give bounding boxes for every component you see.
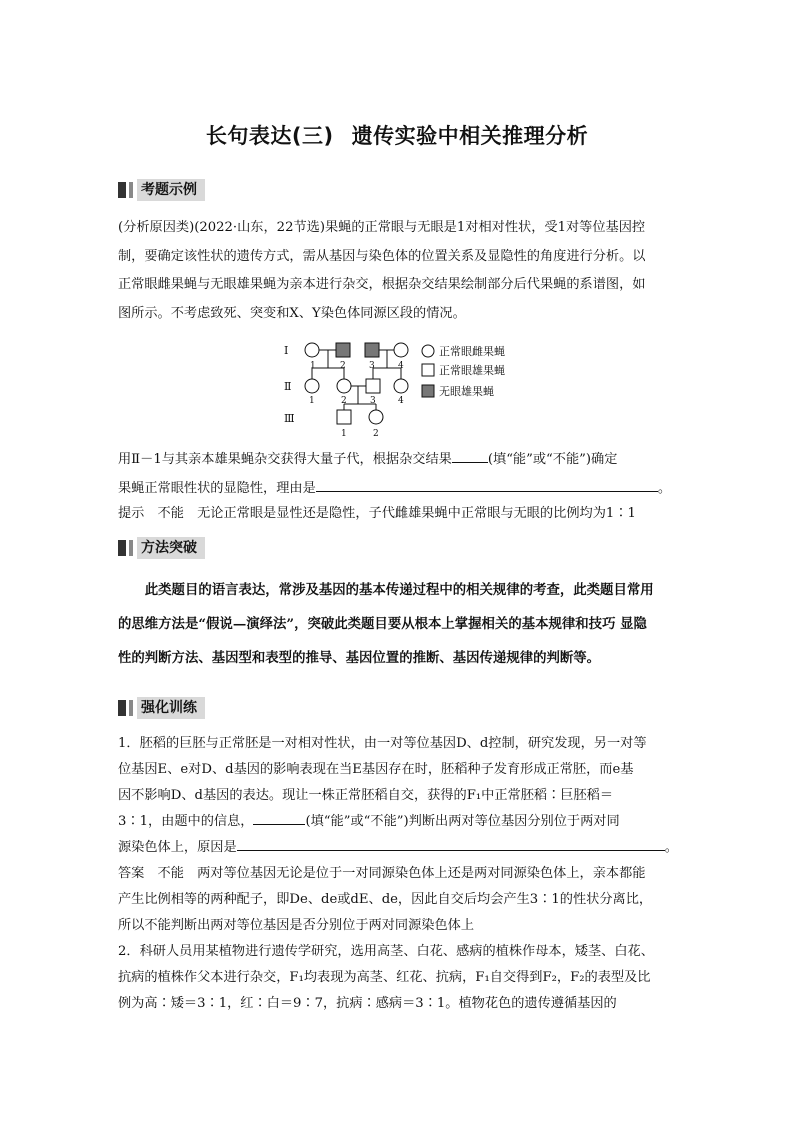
legend-affected-male-icon (422, 385, 434, 397)
pedigree-number: 2 (373, 429, 379, 439)
gen-label: Ⅰ (284, 344, 289, 357)
section-header-training (118, 697, 205, 719)
section-marker-icon (129, 700, 133, 716)
legend-label: 正常眼雄果蝇 (439, 364, 505, 377)
answer-line: 产生比例相等的两种配子，即De、de或dE、de，因此自交后均会产生3∶1的性状分离比， (118, 892, 653, 907)
pedigree-number: 1 (341, 429, 347, 439)
gen-label: Ⅱ (284, 380, 292, 393)
text-line: 果蝇正常眼性状的显隐性，理由是 。 (118, 475, 678, 504)
title-right: 遗传实验中相关推理分析 (351, 124, 589, 148)
answer-blank[interactable] (237, 836, 665, 851)
pedigree-number: 2 (341, 396, 347, 406)
method-paragraph (118, 573, 678, 675)
title-left: 长句表达(三) (205, 124, 334, 148)
section-marker-icon (129, 182, 133, 198)
question-1 (118, 731, 678, 939)
pedigree-gen2-2-female (337, 379, 351, 393)
pedigree-gen2-4-female (394, 379, 408, 393)
legend-label: 无眼雄果蝇 (439, 385, 494, 398)
text-line: 因不影响D、d基因的表达。现让一株正常胚稻自交，获得的F₁中正常胚稻∶巨胚稻＝ (118, 788, 614, 803)
text-line: 1．胚稻的巨胚与正常胚是一对相对性状，由一对等位基因D、d控制，研究发现，另一对等 (118, 736, 647, 751)
pedigree-gen1-3-male-affected (365, 343, 379, 357)
text-line: 性的判断方法、基因型和表型的推导、基因位置的推断、基因传递规律的判断等。 (118, 650, 601, 666)
text-line: 抗病的植株作父本进行杂交，F₁均表现为高茎、红花、抗病，F₁自交得到F₂，F₂的表型及比 (118, 970, 651, 985)
pedigree-number: 2 (340, 361, 346, 371)
section-label: 考题示例 (137, 179, 205, 201)
pedigree-number: 4 (398, 396, 404, 406)
pedigree-gen3-2-female (369, 410, 383, 424)
legend-label: 正常眼雌果蝇 (439, 345, 505, 358)
section-header-method (118, 537, 205, 559)
section-marker-icon (118, 540, 126, 556)
text-line: 3∶1，由题中的信息， (填“能”或“不能”)判断出两对等位基因分别位于两对同 (118, 809, 678, 835)
text-line: 图所示。不考虑致死、突变和X、Y染色体同源区段的情况。 (118, 305, 466, 321)
text-line: 此类题目的语言表达，常涉及基因的基本传递过程中的相关规律的考查，此类题目常用 (118, 582, 654, 598)
example-intro (118, 214, 678, 328)
text-line: 用Ⅱ－1与其亲本雄果蝇杂交获得大量子代，根据杂交结果 (填“能”或“不能”)确定 (118, 446, 678, 475)
pedigree-number: 3 (369, 361, 375, 371)
text-line: 制，要确定该性状的遗传方式，需从基因与染色体的位置关系及显隐性的角度进行分析。以 (118, 248, 646, 264)
section-marker-icon (118, 700, 126, 716)
answer-blank[interactable] (316, 477, 658, 492)
legend-male-icon (422, 364, 434, 376)
page-title (0, 120, 794, 150)
section-label: 强化训练 (137, 697, 205, 719)
pedigree-gen2-3-male (366, 379, 380, 393)
pedigree-diagram (278, 334, 538, 448)
answer-blank[interactable] (253, 810, 305, 825)
pedigree-number: 3 (370, 396, 376, 406)
text-line: 位基因E、e对D、d基因的影响表现在当E基因存在时，胚稻种子发育形成正常胚，而e基 (118, 762, 634, 777)
answer-blank[interactable] (452, 448, 488, 463)
example-hint: 提示 不能 无论正常眼是显性还是隐性，子代雌雄果蝇中正常眼与无眼的比例均为1∶1 (118, 506, 636, 521)
answer-line: 所以不能判断出两对等位基因是否分别位于两对同源染色体上 (118, 918, 475, 933)
section-label: 方法突破 (137, 537, 205, 559)
text-line: 的思维方法是“假说—演绎法”，突破此类题目要从根本上掌握相关的基本规律和技巧 显隐 (118, 616, 647, 632)
pedigree-gen2-1-female (305, 379, 319, 393)
section-marker-icon (118, 182, 126, 198)
gen-label: Ⅲ (284, 412, 295, 425)
question-2 (118, 939, 678, 1017)
pedigree-number: 4 (398, 361, 404, 371)
answer-line: 答案 不能 两对等位基因无论是位于一对同源染色体上还是两对同源染色体上，亲本都能 (118, 866, 646, 881)
pedigree-gen1-1-female (305, 343, 319, 357)
pedigree-gen1-2-male-affected (336, 343, 350, 357)
section-header-example (118, 179, 205, 201)
text-line: 例为高∶矮＝3∶1，红∶白＝9∶7，抗病∶感病＝3∶1。植物花色的遗传遵循基因的 (118, 996, 617, 1011)
pedigree-number: 1 (310, 361, 316, 371)
example-question (118, 446, 678, 503)
pedigree-number: 1 (309, 396, 315, 406)
pedigree-gen3-1-male (337, 410, 351, 424)
legend-female-icon (422, 345, 434, 357)
pedigree-gen1-4-female (394, 343, 408, 357)
pedigree-svg (278, 334, 538, 444)
text-line: 正常眼雌果蝇与无眼雄果蝇为亲本进行杂交，根据杂交结果绘制部分后代果蝇的系谱图，如 (118, 277, 646, 292)
text-line: 2．科研人员用某植物进行遗传学研究，选用高茎、白花、感病的植株作母本，矮茎、白花、 (118, 944, 654, 959)
text-line: (分析原因类)(2022·山东，22节选)果蝇的正常眼与无眼是1对相对性状，受1对等位基因控 (118, 220, 646, 235)
section-marker-icon (129, 540, 133, 556)
text-line: 源染色体上，原因是 。 (118, 835, 678, 861)
